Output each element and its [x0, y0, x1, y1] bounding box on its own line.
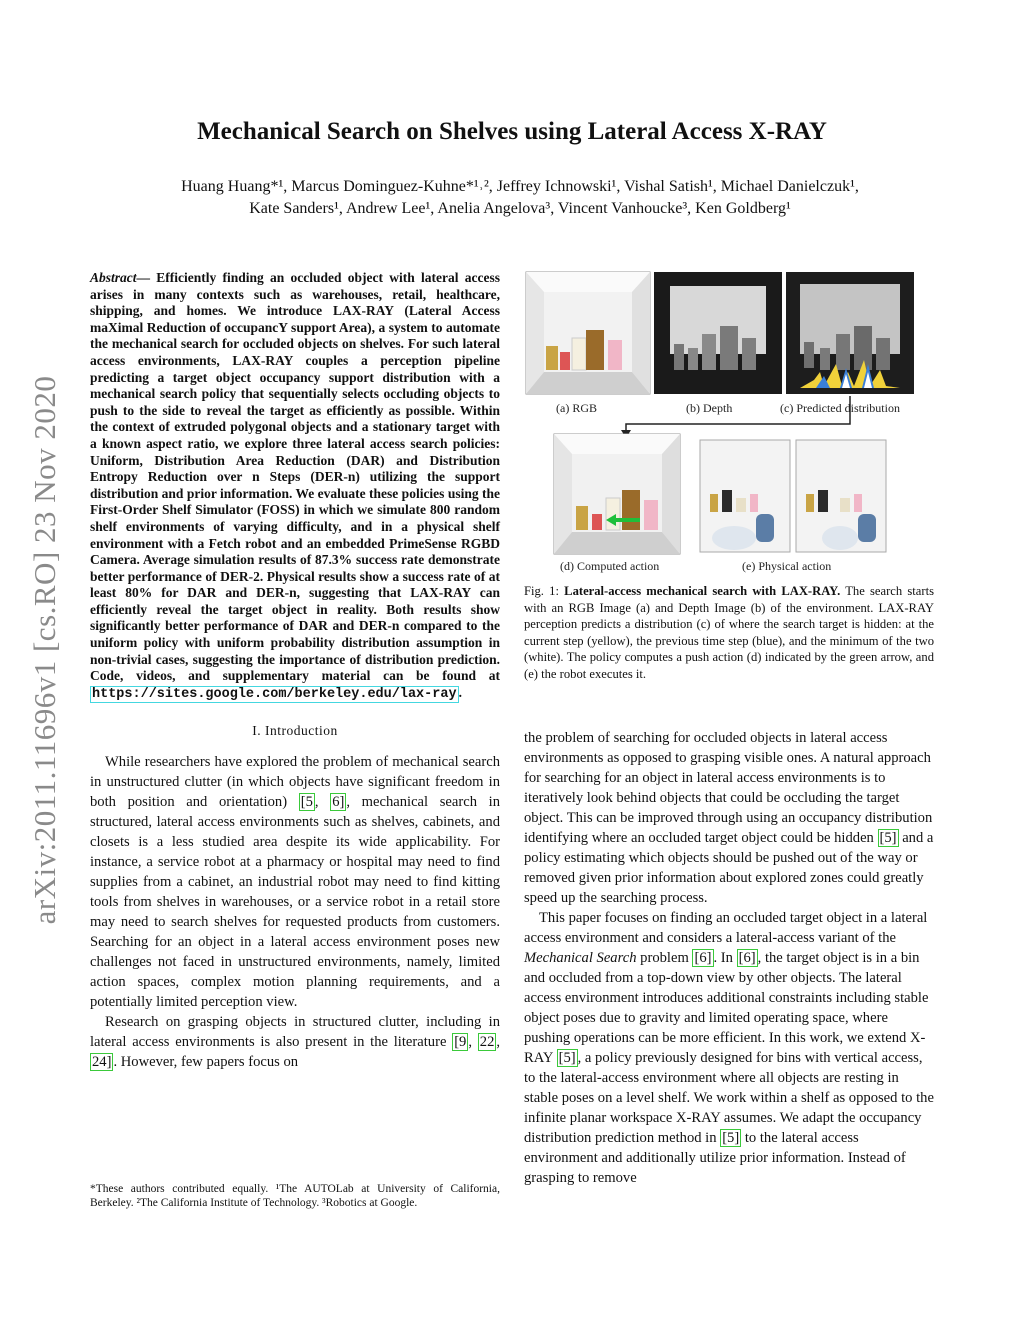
left-column	[90, 270, 500, 1072]
citation-link[interactable]: 22	[479, 1034, 495, 1051]
citation-link[interactable]: [9	[454, 1034, 467, 1051]
right-p2-text-f: to the lateral access environment and additionally utilize prior information. Instead of grasping to remove	[524, 1130, 906, 1186]
citation-link[interactable]: 6]	[332, 794, 345, 811]
supplementary-link[interactable]: https://sites.google.com/berkeley.edu/lax-ray	[92, 686, 457, 702]
arxiv-id: arXiv:2011.11696v1 [cs.RO] 23 Nov 2020	[27, 375, 62, 925]
panel-b-depth-image	[654, 272, 782, 394]
right-p2-text-e: , a policy previously designed for bins with vertical access, to the lateral-access environment where all objects are resting in stable poses on a level shelf. We work within a shelf as opposed to the infinite planar workspace X-RAY assumes. We adapt the occupancy distribution prediction method in	[524, 1050, 934, 1146]
author-list	[110, 176, 930, 220]
intro-body	[90, 752, 500, 1072]
intro-p1-text-b: , mechanical search in structured, lateral access environments such as shelves, cabinets, and closets is a less studied area despite its wide applicability. For instance, a service robot at a pharmacy or hospital may need to find supplies from a cabinet, an industrial robot may need to find kitting tools from shelves in warehouses, or a service robot in a retail store may need to search shelves for requested products from customers. Searching for an object in a lateral access environment poses new challenges not faced in unstructured environments, namely, limited action spaces, complex motion planning requirements, and a potentially limited perception view.	[90, 794, 501, 1011]
citation-link[interactable]: [5]	[558, 1050, 576, 1066]
citation-link[interactable]: [5]	[722, 1130, 740, 1146]
label-d: (d) Computed action	[560, 559, 660, 573]
right-p2-text-b: problem	[636, 950, 693, 966]
caption-prefix: Fig. 1:	[524, 584, 565, 598]
right-column-body	[524, 728, 934, 1188]
figure-1	[524, 268, 934, 578]
intro-paragraph-1: While researchers have explored the problem of mechanical search in unstructured clutter (in which objects have significant freedom in both position and orientation) [5 , 6] , mechanical search in structured, lateral access environments such as shelves, cabinets, and closets is a less studied area despite its wide applicability. For instance, a service robot at a pharmacy or hospital may need to find supplies from a cabinet, an industrial robot may need to find kitting tools from shelves in warehouses, or a service robot in a retail store may need to search shelves for requested products from customers. Searching for an object in a lateral access environment poses new challenges not faced in unstructured environments, namely, limited action spaces, complex motion planning requirements, and a potentially limited perception view.	[90, 754, 501, 1011]
citation-link[interactable]: [5]	[879, 830, 897, 846]
citation-link[interactable]: [6]	[738, 950, 756, 966]
abstract	[90, 270, 500, 703]
author-footnote: *These authors contributed equally. ¹The AUTOLab at University of California, Berkeley. ²The California Institute of Technology. ³Robotics at Google.	[90, 1183, 500, 1209]
section-heading-introduction: I. Introduction	[252, 723, 338, 739]
label-e: (e) Physical action	[742, 559, 832, 573]
citation-link[interactable]: 24]	[92, 1054, 112, 1071]
panel-a-rgb-image	[526, 272, 650, 394]
intro-p2-text-b: . However, few papers focus on	[113, 1054, 299, 1071]
abstract-end: .	[458, 684, 462, 700]
right-p1-text-a: the problem of searching for occluded objects in lateral access environments as opposed to grasping visible ones. A natural approach for searching for an object in lateral access environments is to iteratively look behind objects that could be occluding the target object. This can be improved through using an occupancy distribution identifying where an occluded target object could be hidden	[524, 730, 933, 846]
right-p2-text-a: This paper focuses on finding an occluded target object in a lateral access environment and considers a lateral-access variant of the	[524, 910, 928, 946]
right-paragraph-2	[524, 908, 934, 1188]
label-c: (c) Predicted distribution	[780, 401, 900, 415]
abstract-lead: Abstract	[90, 270, 137, 285]
caption-title: Lateral-access mechanical search with LAX-RAY.	[564, 584, 841, 598]
figure-1-caption	[524, 583, 934, 682]
panel-d-computed-action	[554, 434, 680, 554]
right-paragraph-1	[524, 728, 934, 908]
intro-p1-text-a: While researchers have explored the problem of mechanical search in unstructured clutter (in which objects have significant freedom in both position and orientation)	[90, 754, 500, 811]
figure-1-panels	[524, 268, 934, 578]
intro-p2-text-a: Research on grasping objects in structured clutter, including in lateral access environments is also present in the literature	[90, 1014, 500, 1051]
right-p2-text-d: , the target object is in a bin and occluded from a top-down view by other objects. The lateral access environment introduces additional constraints including stable object poses due to gravity and limited operating space, where pushing operations can be more efficient. In this work, we extend X-RAY	[524, 950, 929, 1066]
mechanical-search-term: Mechanical Search	[524, 950, 637, 966]
panel-e-physical-action	[700, 440, 886, 552]
citation-link[interactable]: [6]	[694, 950, 712, 966]
right-p1-text-b: and a policy estimating which objects should be pushed out of the way or removed given prior information about explored zones could greatly speed up the searching process.	[524, 830, 934, 906]
citation-link[interactable]: [5	[300, 794, 313, 811]
right-p2-text-c: . In	[713, 950, 737, 966]
label-b: (b) Depth	[686, 401, 733, 415]
authors-line-1: Huang Huang*¹, Marcus Dominguez-Kuhne*¹˒², Jeffrey Ichnowski¹, Vishal Satish¹, Michael Danielczuk¹,	[181, 178, 859, 195]
label-a: (a) RGB	[556, 401, 597, 415]
arxiv-sidebar-stamp	[20, 340, 70, 960]
authors-line-2: Kate Sanders¹, Andrew Lee¹, Anelia Angelova³, Vincent Vanhoucke³, Ken Goldberg¹	[249, 200, 791, 217]
panel-c-predicted-distribution	[786, 272, 914, 394]
caption-text: The search starts with an RGB Image (a) and Depth Image (b) of the environment. LAX-RAY perception predicts a distribution (c) of where the search target is hidden: at the current step (yellow), the previous time step (blue), and the minimum of the two (white). The policy computes a push action (d) indicated by the green arrow, and (e) the robot executes it.	[524, 584, 934, 681]
intro-paragraph-2: Research on grasping objects in structured clutter, including in lateral access environments is also present in the literature [9 , 22 , 24] . However, few papers focus on	[90, 1014, 501, 1071]
abstract-text: — Efficiently finding an occluded object with lateral access arises in many contexts such as warehouses, retail, healthcare, shipping, and homes. We introduce LAX-RAY (Lateral Access maXimal Reduction of occupancY support Area), a system to automate the mechanical search for occluded objects on shelves. For such lateral access environments, LAX-RAY couples a perception pipeline predicting a target object occupancy support distribution with a mechanical search policy that sequentially selects occluding objects to push to the side to reveal the target as efficiently as possible. Within the context of extruded polygonal objects and a stationary target with a known aspect ratio, we explore three lateral access search policies: Uniform, Distribution Area Reduction (DAR) and Distribution Entropy Reduction over n Steps (DER-n) utilizing the support distribution and prior information. We evaluate these policies using the First-Order Shelf Simulator (FOSS) in which we simulate 800 random shelf environments of varying difficulty, and in a physical shelf environment with a Fetch robot and an embedded PrimeSense RGBD Camera. Average simulation results of 87.3% success rate demonstrate better performance of DER-2. Physical results show a success rate of at least 80% for DAR and DER-n, suggesting that LAX-RAY can efficiently reveal the target object in reality. Both results show significantly better performance of DAR and DER-n compared to the uniform policy with uniform probability distribution assumption in non-trivial cases, suggesting the importance of distribution prediction. Code, videos, and supplementary material can be found at	[90, 270, 500, 684]
paper-title: Mechanical Search on Shelves using Lateral Access X-RAY	[197, 118, 827, 145]
